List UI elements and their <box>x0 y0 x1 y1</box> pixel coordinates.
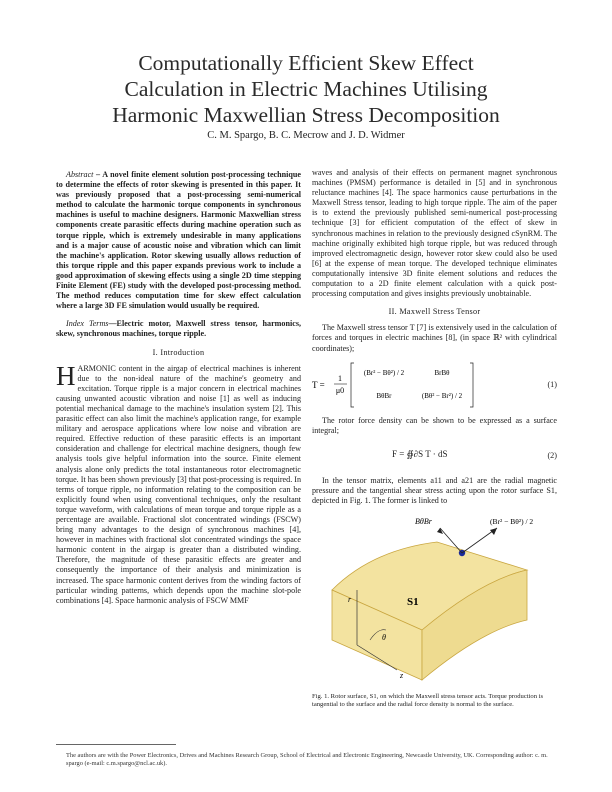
fig-label-theta: θ <box>382 633 386 643</box>
section-2-paragraph-2: The rotor force density can be shown to be expressed as a surface integral; <box>312 415 557 435</box>
fig-label-s1: S1 <box>407 596 419 609</box>
equation-1-number: (1) <box>547 379 557 389</box>
right-column <box>312 168 557 725</box>
fig-label-z: z <box>400 671 404 681</box>
eq2-expression: F = ∯∂S T · dS <box>392 448 448 459</box>
author-list: C. M. Spargo, B. C. Mecrow and J. D. Widmer <box>207 130 405 141</box>
figure-1-caption: Fig. 1. Rotor surface, S1, on which the Maxwell stress tensor acts. Torque production is tangential to the surface and the radial force density is normal to the surface. <box>312 693 544 709</box>
section-2-paragraph-1: The Maxwell stress tensor T [7] is extensively used in the calculation of forces and torques in electric machines [8], (in space ℝ² with cylindrical coordinates); <box>312 323 557 353</box>
index-terms-lead: Index Terms <box>66 319 109 329</box>
fig-label-pressure: (Br² − Bθ²) / 2 <box>490 517 534 527</box>
figure-1 <box>312 510 557 725</box>
eq1-frac-num: 1 <box>338 373 342 383</box>
eq1-frac-den: μ0 <box>335 385 345 395</box>
section-1-body <box>56 360 301 606</box>
index-terms-text: —Electric motor, Maxwell stress tensor, harmonics, skew, synchronous machines, torque ripple. <box>56 319 301 339</box>
eq1-lhs: T = <box>312 379 325 390</box>
footnote: The authors are with the Power Electronics, Drives and Machines Research Group, School of Electrical and Electronic Engineering, Newcastle University, UK. Corresponding author: c. m. spargo (e-mail: c.m.spargo@ncl.ac.uk). <box>66 752 548 768</box>
abstract <box>56 170 301 311</box>
equation-1-graphic <box>312 360 512 410</box>
section-2-heading: II. Maxwell Stress Tensor <box>388 307 481 317</box>
title-line-2: Calculation in Electric Machines Utilising <box>124 77 488 101</box>
eq1-a12: BrBθ <box>434 368 450 377</box>
left-column <box>56 170 301 606</box>
abstract-text: – A novel finite element solution post-processing technique to determine the effects of rotor skewing is presented in this paper. It was previously proposed that a post-processing semi-numerical method to calculate the harmonic torque components in synchronous machines is useful to machine designers. Harmonic Maxwellian stress components create parasitic effects during machine operation such as torque ripple, which is extremely undesirable in many applications and is a major cause of acoustic noise and vibration which can limit the machine's application. Rotor skewing usually allows reduction of this torque ripple and this paper expands previous work to include a good approximation of skewing effects using a single 2D time stepping Finite Element (FE) study with the developed post-processing method. The method reduces computation time for skew effect calculation where a large 3D FE simulation would usually be required. <box>56 170 301 311</box>
title-line-1: Computationally Efficient Skew Effect <box>138 51 474 75</box>
equation-2 <box>312 442 557 470</box>
title-line-3: Harmonic Maxwellian Stress Decomposition <box>112 103 500 127</box>
equation-1 <box>312 360 557 410</box>
paper-title <box>40 50 572 128</box>
eq1-a22: (Bθ² − Br²) / 2 <box>421 391 463 400</box>
fig-label-shear: BθBr <box>415 517 432 527</box>
section-1-paragraph-1: ARMONIC content in the airgap of electrical machines is inherent due to the non-ideal nature of the machine's geometry and excitation. Torque ripple is a major concern in electrical machines causing unwanted acoustic vibration and noise [1] as well as inducing potential mechanical damage to the machine's insulation system [2]. This parasitic effect can also limit the machine's application range, for example military and aerospace applications where low noise and vibration are required. Effective reduction of these parasitic effects is an important consideration and challenge for electrical machine designers, though few analysis tools give helpful information into the source. Finite element analysis alone only predicts the total instantaneous rotor electromagnetic torque. It has been shown previously [3] that post-processing is required. In terms of torque ripple, no information relating to the composition can be explicitly found when using conventional techniques, only the resultant torque waveform, with calculations of mean torque and torque ripple as a percentage are available. Fractional slot concentrated windings (FSCW) bring many advantages to the design of synchronous machines [4], however in machines with fractional slot concentrated windings the space harmonic content in the airgap is greater than a distributed winding. Therefore, the magnitude of these parasitic effects are greater and consequently the importance of their analysis and minimization is increased. The space harmonic content derives from the winding factors of particular winding patterns, which depends upon the machine slot-pole combinations [4]. Space harmonic analysis of FSCW MMF <box>56 363 301 605</box>
drop-cap: H <box>56 360 76 391</box>
section-1-heading: I. Introduction <box>152 347 205 357</box>
eq1-a21: BθBr <box>376 391 392 400</box>
footnote-rule <box>56 744 176 745</box>
abstract-lead: Abstract <box>66 170 94 179</box>
equation-2-number: (2) <box>547 450 557 460</box>
figure-1-graphic <box>312 510 557 688</box>
section-1-paragraph-2: waves and analysis of their effects on permanent magnet synchronous machines (PMSM) performance is detailed in [5] and in synchronous reluctance machines [4]. The space harmonics cause perturbations in the Maxwell Stress tensor, leading to high torque ripple. The aim of the paper is to extend the previously published semi-numerical post-processing technique [3] for efficient computation of the effect of skew in synchronous machines in relation to the previously designed cSynRM. The machine originally exhibited high torque ripple, but was reduced through improved electromagnetic design, however rotor skew could also be used [6] at the expense of mean torque. The developed technique eliminates computationally intensive 3D finite element solutions and reduces the computation to a 2D finite element calculation with a quick post-processing computation and gives insights previously unobtainable. <box>312 168 557 299</box>
section-2-paragraph-3: In the tensor matrix, elements a11 and a21 are the radial magnetic pressure and the tangential shear stress acting upon the rotor surface S1, depicted in Fig. 1. The former is linked to <box>312 475 557 505</box>
eq1-a11: (Br² − Bθ²) / 2 <box>363 368 405 377</box>
fig-label-r: r <box>348 595 352 605</box>
index-terms <box>56 319 301 339</box>
